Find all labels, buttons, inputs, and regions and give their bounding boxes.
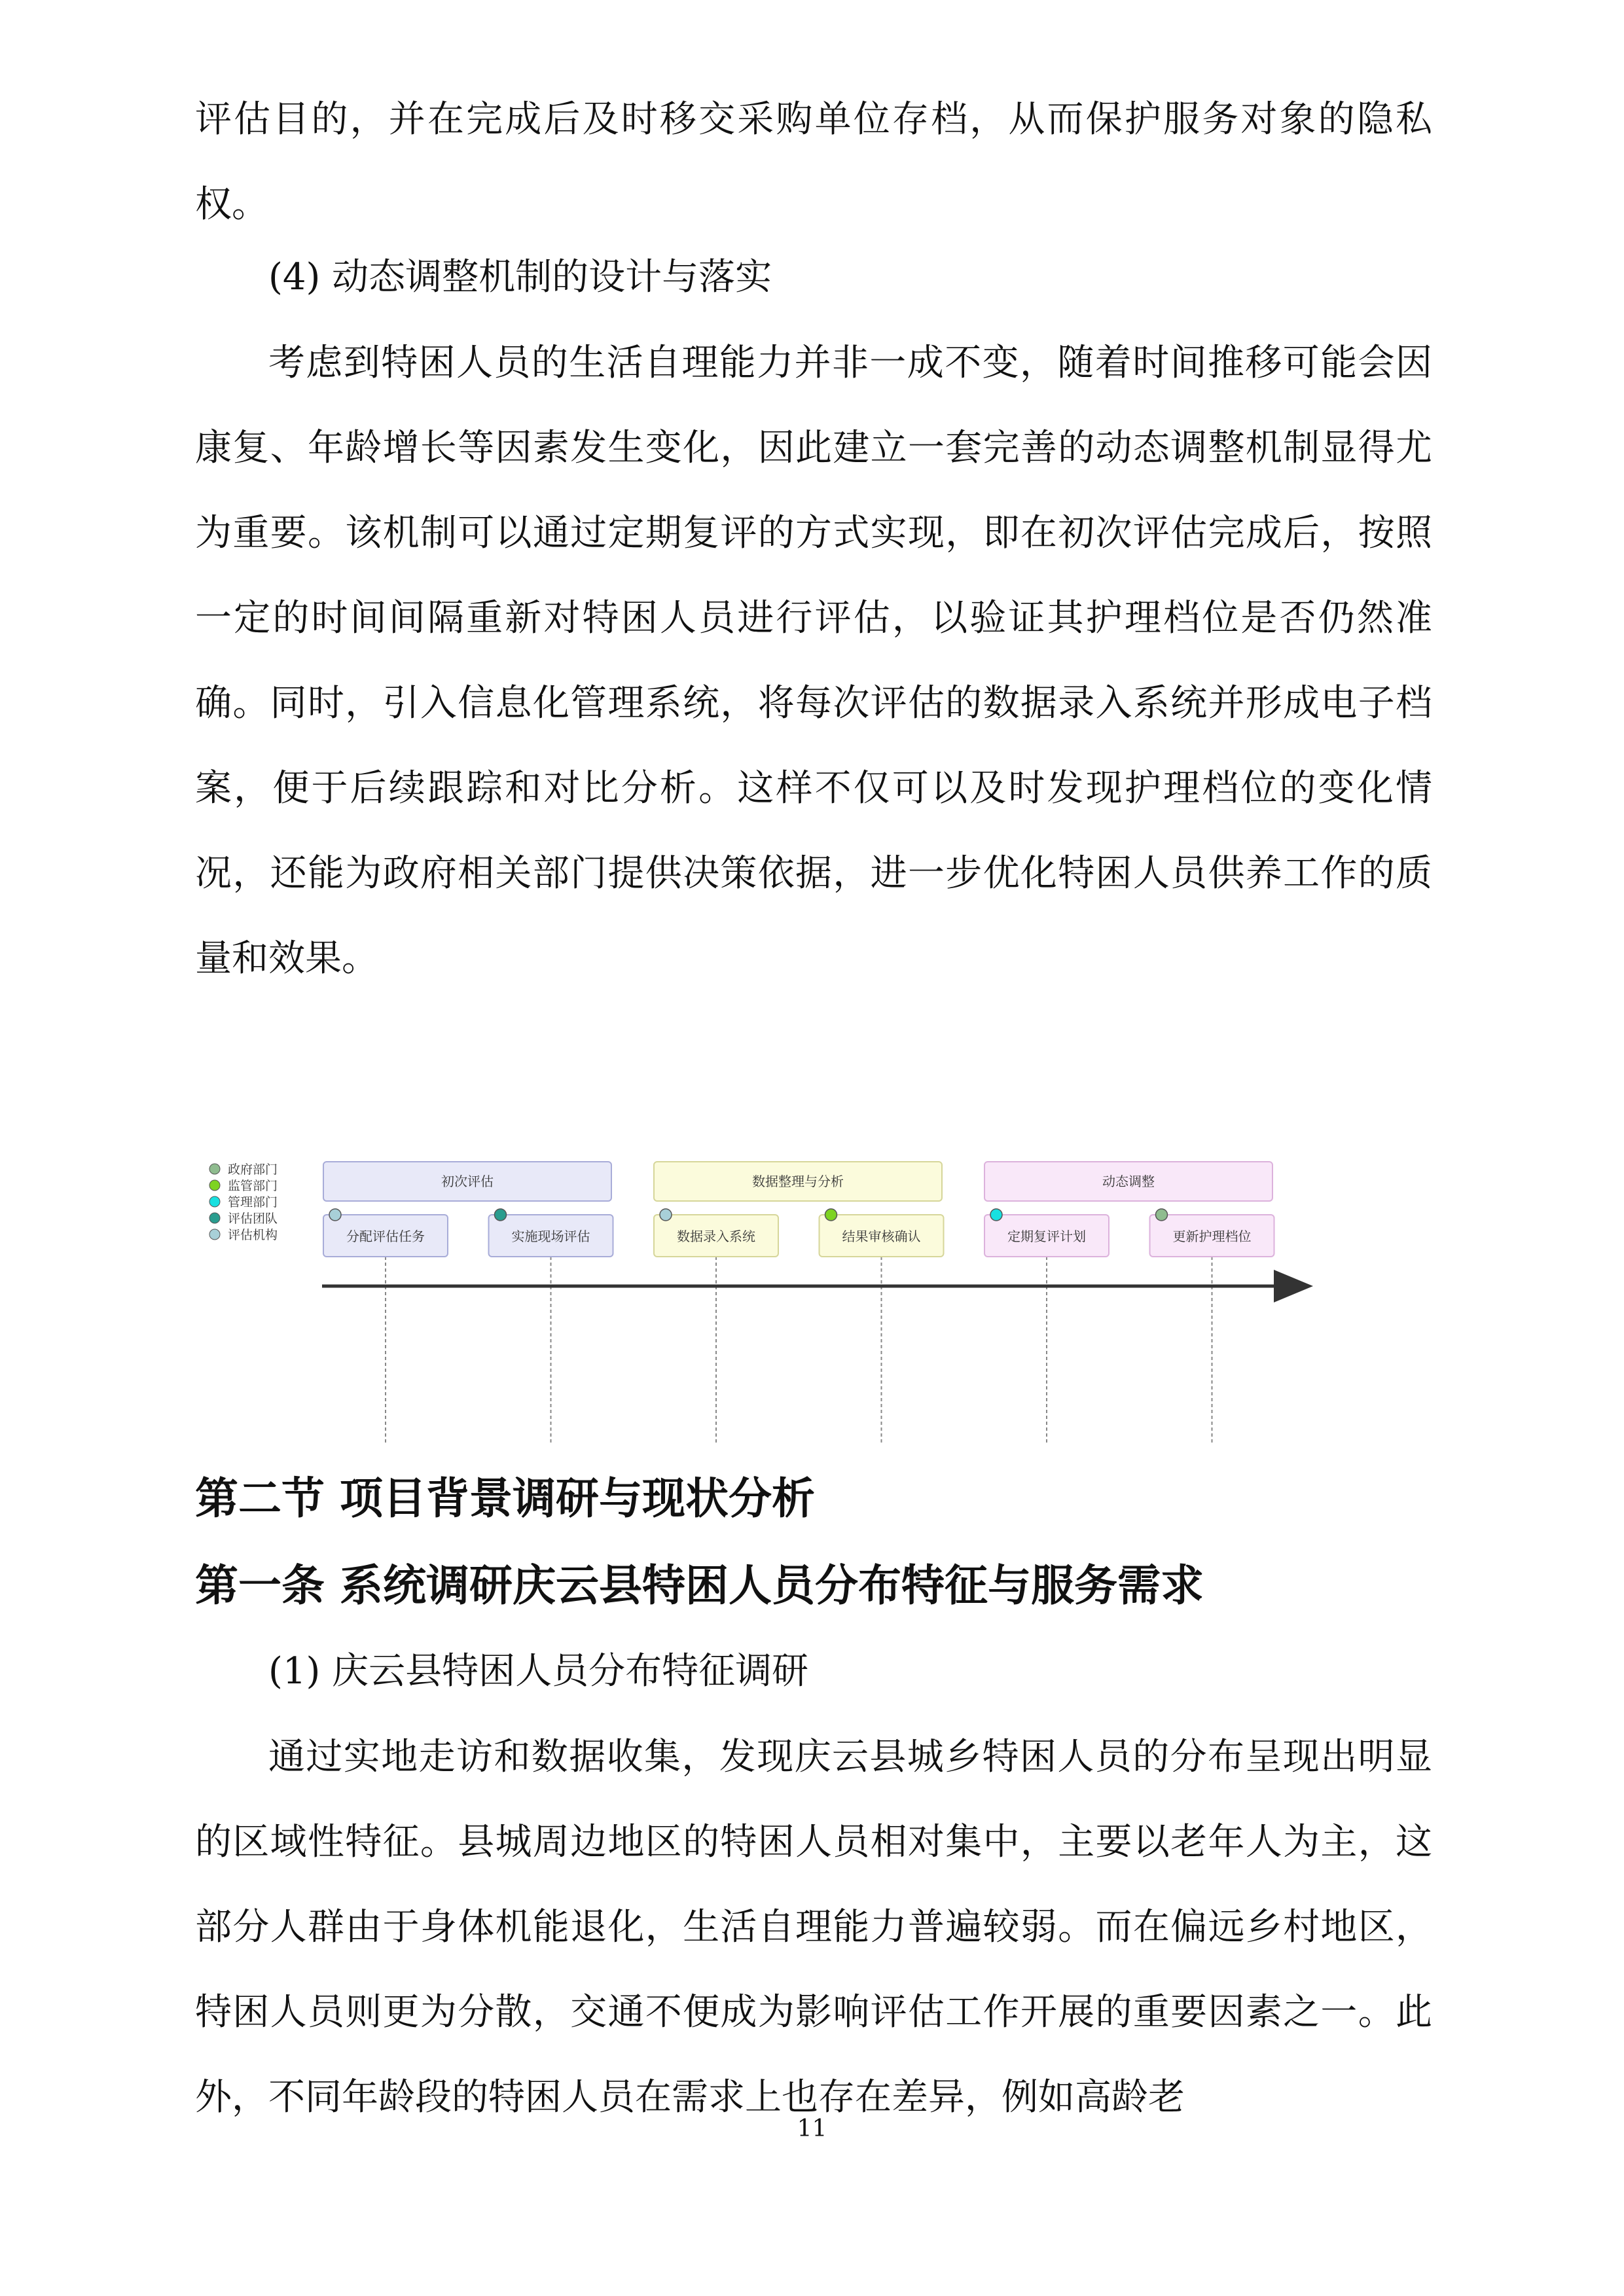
page-number: 11 xyxy=(797,2115,827,2142)
legend-label: 监管部门 xyxy=(228,1179,278,1193)
legend xyxy=(209,1162,278,1242)
paragraph-privacy: 评估目的，并在完成后及时移交采购单位存档，从而保护服务对象的隐私权。 xyxy=(195,98,1432,226)
legend-dot xyxy=(209,1196,220,1207)
legend-label: 政府部门 xyxy=(228,1162,278,1177)
phase-label: 初次评估 xyxy=(441,1174,494,1189)
subheading-dynamic-adjustment: (4) 动态调整机制的设计与落实 xyxy=(268,256,772,298)
task-label: 数据录入系统 xyxy=(677,1229,755,1244)
legend-dot xyxy=(209,1213,220,1223)
paragraph-distribution-survey: 通过实地走访和数据收集，发现庆云县城乡特困人员的分布呈现出明显的区域性特征。县城周边地区的特困人员相对集中，主要以老年人为主，这部分人群由于身体机能退化，生活自理能力普遍较弱。而在偏远乡村地区，特困人员则更为分散，交通不便成为影响评估工作开展的重要因素之一。此外，不同年龄段的特困人员在需求上也存在差异，例如高龄老 xyxy=(195,1736,1432,2119)
legend-label: 评估团队 xyxy=(228,1211,278,1226)
task-marker xyxy=(825,1209,837,1221)
phase-label: 数据整理与分析 xyxy=(752,1174,844,1189)
legend-label: 评估机构 xyxy=(228,1228,278,1242)
task-label: 定期复评计划 xyxy=(1007,1229,1086,1244)
task-marker xyxy=(329,1209,341,1221)
article-title: 第一条 系统调研庆云县特困人员分布特征与服务需求 xyxy=(195,1560,1204,1611)
phase-label: 动态调整 xyxy=(1102,1174,1155,1189)
phase-boxes xyxy=(323,1162,1272,1201)
legend-dot xyxy=(209,1164,220,1174)
paragraph-dynamic-adjustment: 考虑到特困人员的生活自理能力并非一成不变，随着时间推移可能会因康复、年龄增长等因素发生变化，因此建立一套完善的动态调整机制显得尤为重要。该机制可以通过定期复评的方式实现，即在初次评估完成后，按照一定的时间间隔重新对特困人员进行评估，以验证其护理档位是否仍然准确。同时，引入信息化管理系统，将每次评估的数据录入系统并形成电子档案，便于后续跟踪和对比分析。这样不仅可以及时发现护理档位的变化情况，还能为政府相关部门提供决策依据，进一步优化特困人员供养工作的质量和效果。 xyxy=(195,342,1432,980)
task-label: 结果审核确认 xyxy=(842,1229,921,1244)
legend-dot xyxy=(209,1180,220,1191)
legend-dot xyxy=(209,1229,220,1240)
legend-label: 管理部门 xyxy=(228,1195,278,1210)
task-boxes xyxy=(323,1209,1274,1257)
task-marker xyxy=(1156,1209,1168,1221)
task-label: 实施现场评估 xyxy=(511,1229,590,1244)
task-marker xyxy=(660,1209,672,1221)
task-label: 分配评估任务 xyxy=(346,1229,425,1244)
timeline-diagram xyxy=(195,1132,1334,1446)
task-label: 更新护理档位 xyxy=(1172,1229,1252,1244)
section-title: 第二节 项目背景调研与现状分析 xyxy=(195,1473,815,1524)
task-marker xyxy=(495,1209,507,1221)
task-marker xyxy=(990,1209,1002,1221)
subheading-distribution-survey: (1) 庆云县特困人员分布特征调研 xyxy=(268,1650,809,1693)
